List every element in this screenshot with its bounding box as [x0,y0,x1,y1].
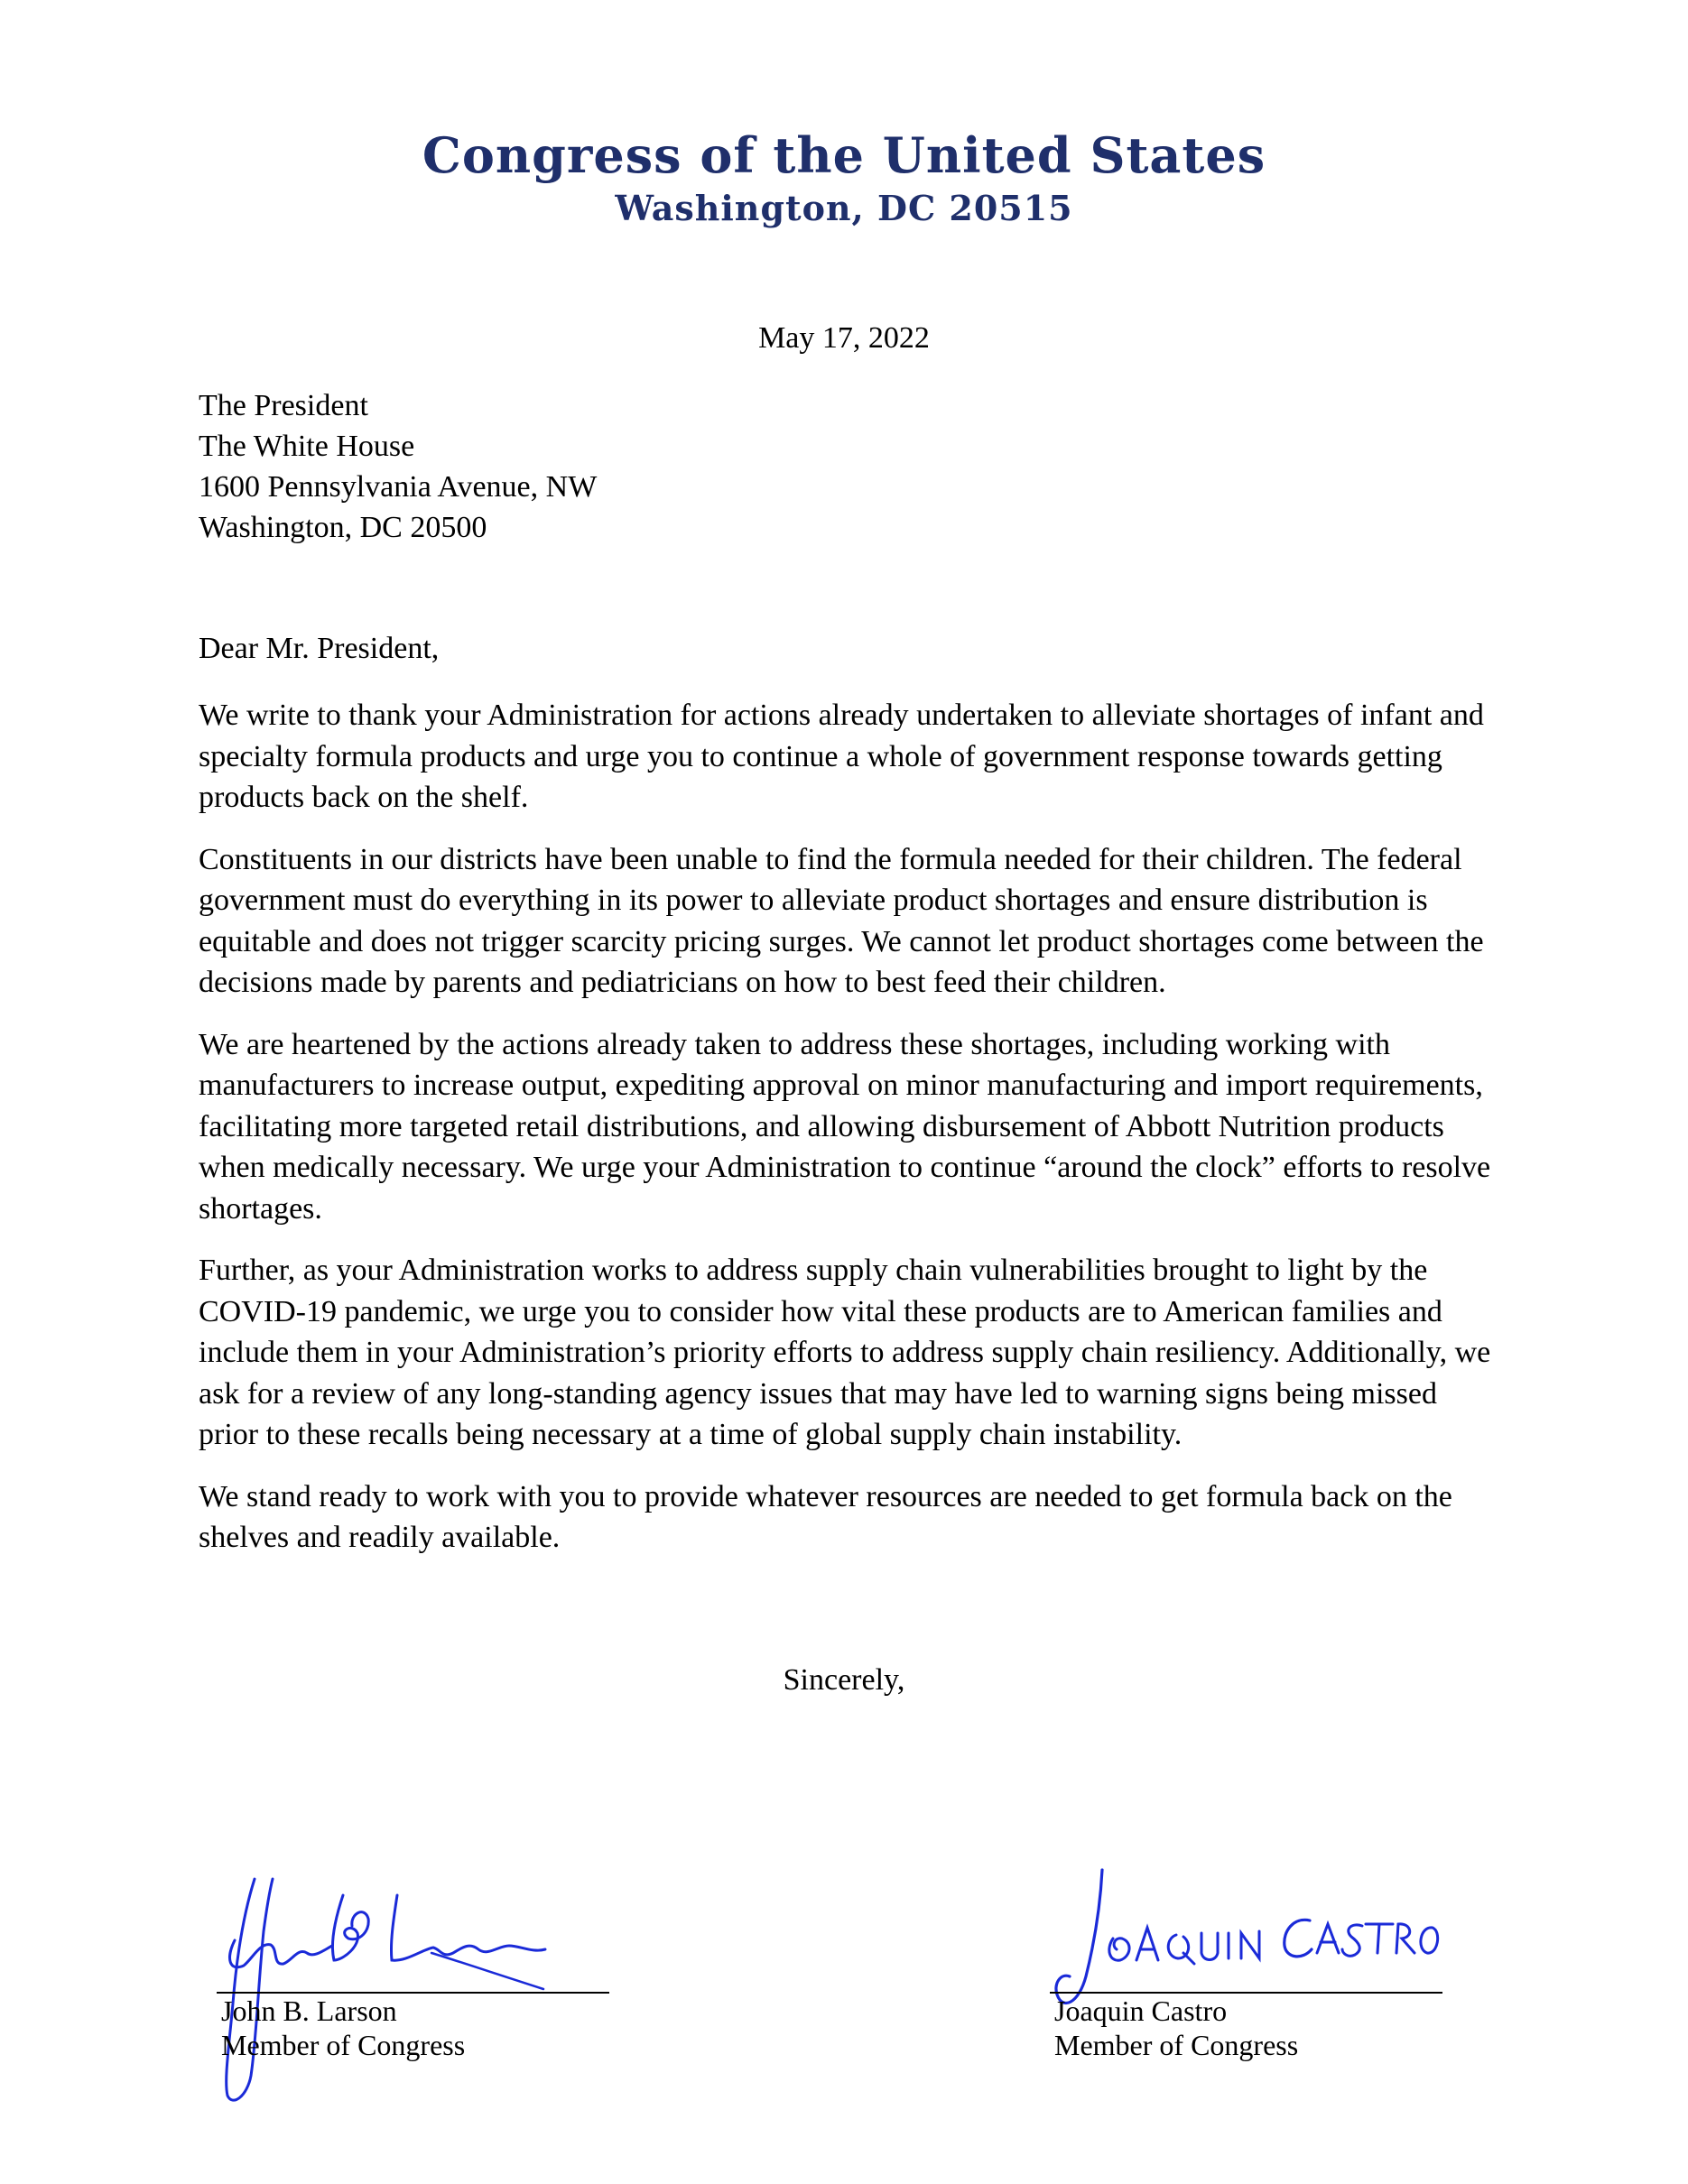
signature-castro [1050,1859,1447,2112]
letterhead-subtitle: Washington, DC 20515 [615,188,1073,228]
closing: Sincerely, [783,1663,905,1697]
letter-date: May 17, 2022 [758,321,930,355]
signatory-role: Member of Congress [221,2029,466,2061]
recipient-line: Washington, DC 20500 [199,511,487,544]
recipient-line: 1600 Pennsylvania Avenue, NW [199,470,598,504]
letter-body [199,695,1494,1579]
signatory-role: Member of Congress [1054,2029,1299,2061]
recipient-line: The White House [199,430,415,463]
letterhead-title: Congress of the United States [422,126,1266,184]
body-paragraph: We are heartened by the actions already taken to address these shortages, including working with manufacturers to increase output, expediting approval on minor manufacturing and import requirements, facilitating more targeted retail distributions, and allowing disbursement of Abbott Nutrition products when medically necessary. We urge your Administration to continue “around the clock” efforts to resolve shortages. [199,1027,1491,1226]
body-paragraph: We stand ready to work with you to provide whatever resources are needed to get formula back on the shelves and readily available. [199,1479,1452,1554]
body-paragraph: We write to thank your Administration for actions already undertaken to alleviate shortages of infant and specialty formula products and urge you to continue a whole of government response towards getting products back on the shelf. [199,699,1484,814]
signatory-name: Joaquin Castro [1054,1994,1228,2027]
signatory-name: John B. Larson [221,1994,397,2027]
recipient-line: The President [199,389,368,422]
signature-line [1050,1992,1442,1994]
signature-larson [217,1859,614,2112]
body-paragraph: Further, as your Administration works to address supply chain vulnerabilities brought to light by the COVID-19 pandemic, we urge you to consider how vital these products are to American families and include them in your Administration’s priority efforts to address supply chain resiliency. Additionally, we ask for a review of any long-standing agency issues that may have led to warning signs being missed prior to these recalls being necessary at a time of global supply chain instability. [199,1254,1491,1451]
recipient-address [199,385,597,548]
body-paragraph: Constituents in our districts have been unable to find the formula needed for their children. The federal government must do everything in its power to alleviate product shortages and ensure distribution is equitable and does not trigger scarcity pricing surges. We cannot let product shortages come between the decisions made by parents and pediatricians on how to best feed their children. [199,842,1484,999]
signature-line [217,1992,609,1994]
salutation: Dear Mr. President, [199,632,440,665]
